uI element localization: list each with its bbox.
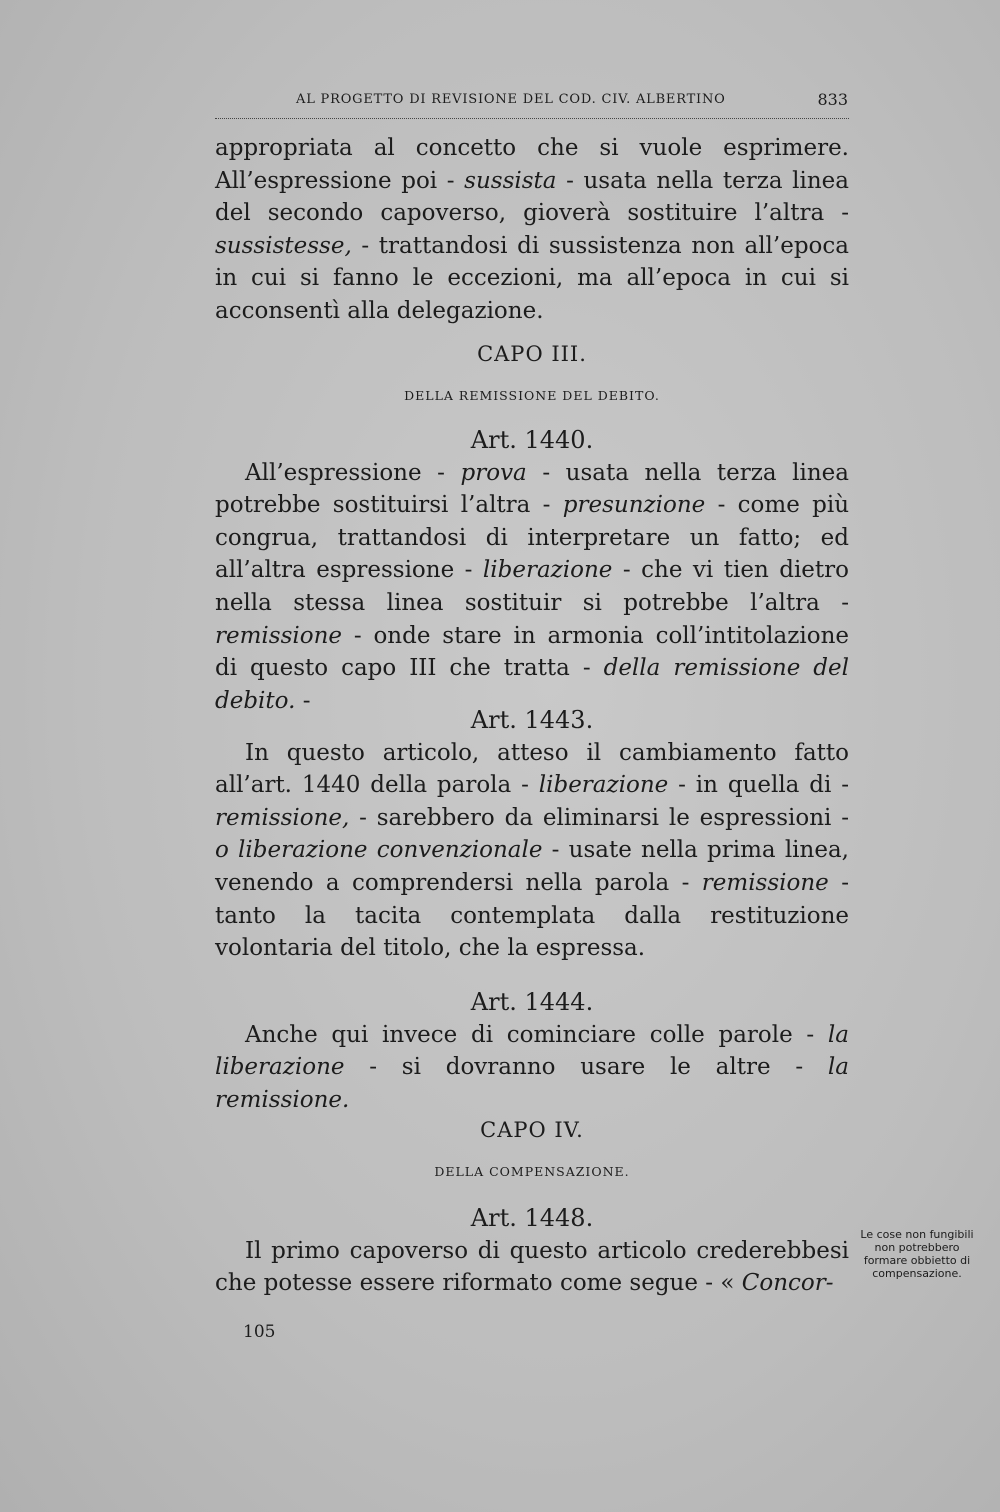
art-1440-paragraph: All’espressione - prova - usata nella terza linea potrebbe sostituirsi l’altra - presunzione - come più congrua, trattandosi di interpretare un fatto; ed all’altra espressione - liberazione - che vi tien dietro nella stessa linea sostituir si potrebbe l’altra - remissione - onde stare in armonia coll’intitolazione di questo capo III che tratta - della remissione del debito. - [215, 459, 850, 714]
capo-3-subtitle: DELLA REMISSIONE DEL DEBITO. [404, 388, 660, 403]
art-1448-block [215, 1202, 849, 1300]
art-1443-heading: Art. 1443. [470, 706, 594, 734]
capo-4-block [215, 1114, 849, 1147]
capo-3-title: CAPO III. [477, 342, 587, 366]
capo-3-block [215, 338, 849, 371]
main-text [215, 132, 849, 328]
art-1448-heading: Art. 1448. [470, 1204, 594, 1232]
margin-note: Le cose non fungibili non potrebbero formare obbietto di compensazione. [860, 1228, 974, 1280]
art-1443-paragraph: In questo articolo, atteso il cambiamento fatto all’art. 1440 della parola - liberazione - in quella di - remissione, - sarebbero da eliminarsi le espressioni - o liberazione convenzionale - usate nella prima linea, venendo a comprendersi nella parola - remissione - tanto la tacita contemplata dalla restituzione volontaria del titolo, che la espressa. [215, 739, 849, 962]
art-1444-block [215, 986, 849, 1116]
art-1444-paragraph: Anche qui invece di cominciare colle parole - la liberazione - si dovranno usare le altre - la remissione. [215, 1021, 849, 1113]
art-1440-block [215, 424, 849, 717]
running-title: AL PROGETTO DI REVISIONE DEL COD. CIV. ALBERTINO [296, 92, 726, 107]
art-1440-heading: Art. 1440. [470, 426, 594, 454]
paragraph-delegazione: appropriata al concetto che si vuole esprimere. All’espressione poi - sussista - usata nella terza linea del secondo capoverso, gioverà sostituire l’altra - sussistesse, - trattandosi di sussistenza non all’epoca in cui si fanno le eccezioni, ma all’epoca in cui si acconsentì alla delegazione. [215, 135, 849, 324]
capo-4-title: CAPO IV. [480, 1118, 584, 1142]
signature-mark: 105 [243, 1322, 276, 1342]
art-1448-paragraph: Il primo capoverso di questo articolo crederebbesi che potesse essere riformato come segue - « Concor- [215, 1237, 849, 1297]
header-rule [215, 118, 849, 119]
art-1443-block [215, 704, 849, 965]
capo-3-sub-block [215, 380, 849, 413]
capo-4-sub-block [215, 1156, 849, 1189]
capo-4-subtitle: DELLA COMPENSAZIONE. [434, 1164, 630, 1179]
art-1444-heading: Art. 1444. [470, 988, 594, 1016]
page-number: 833 [817, 90, 848, 109]
running-header [296, 90, 848, 112]
